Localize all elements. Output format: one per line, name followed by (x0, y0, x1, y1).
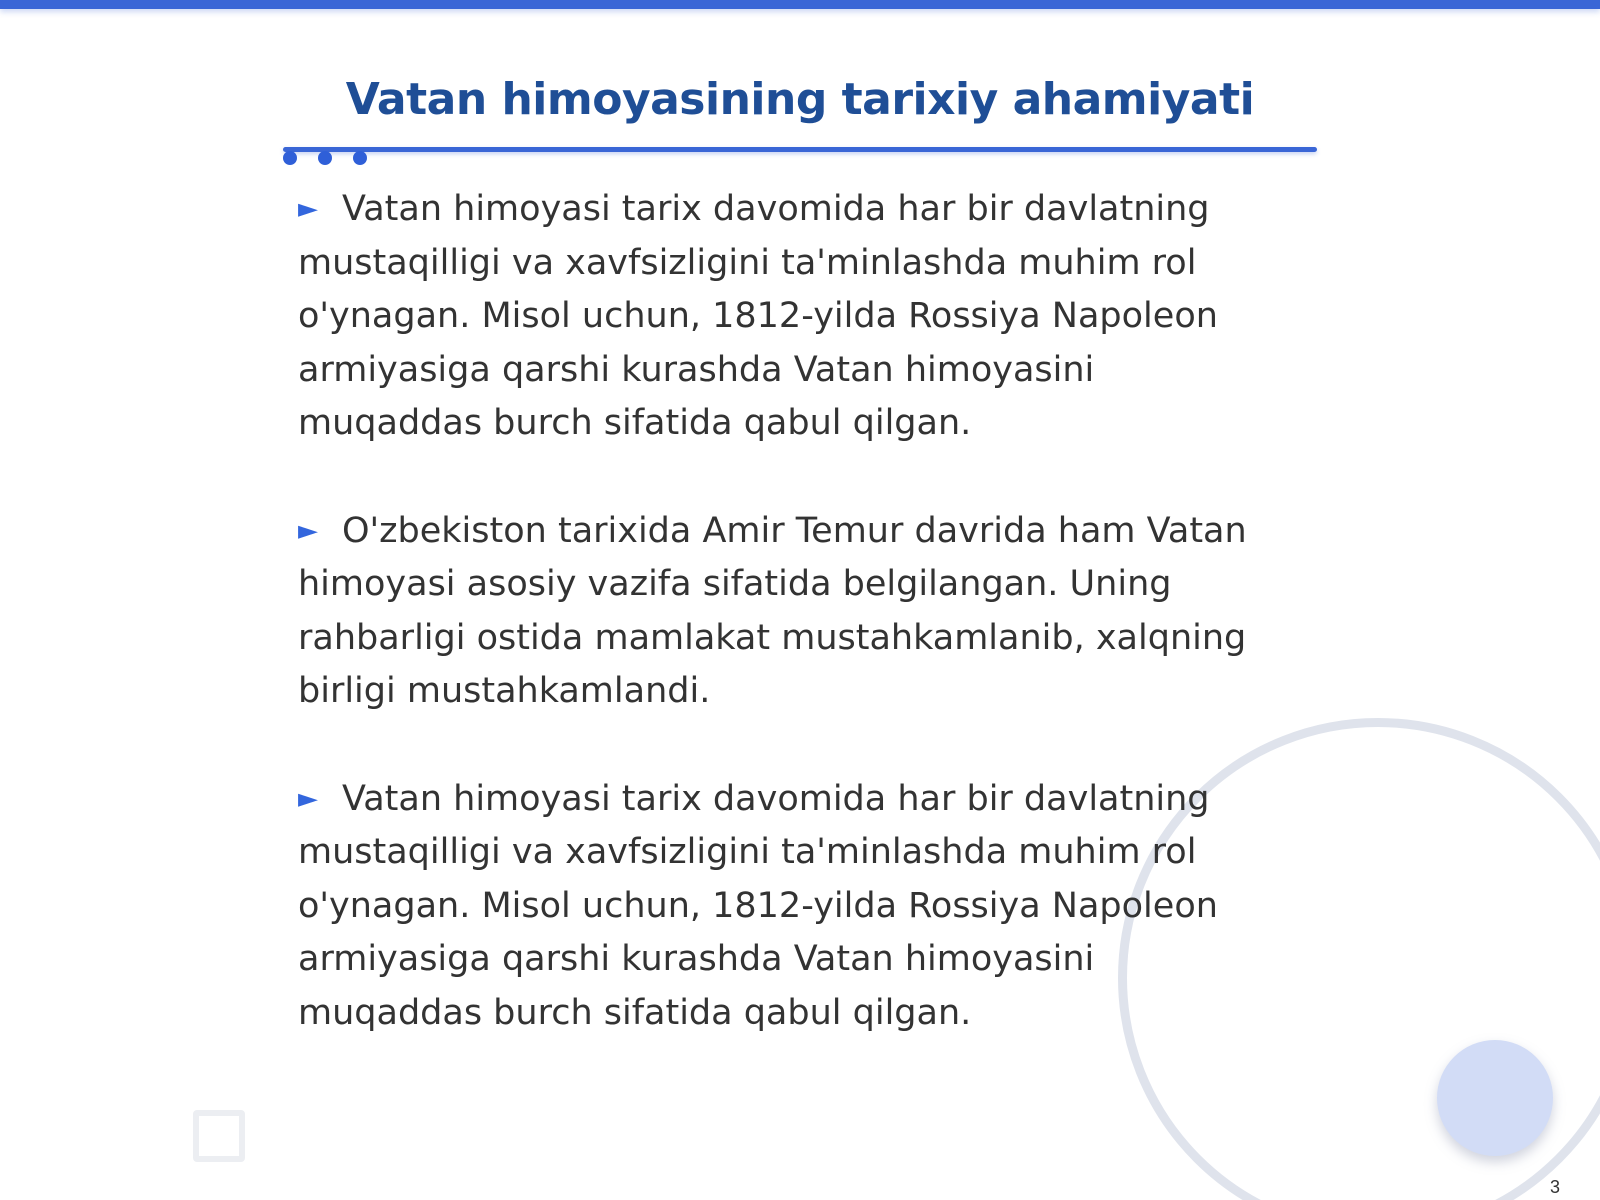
bullet-arrow-icon: ► (298, 783, 318, 814)
bullet-text: O'zbekiston tarixida Amir Temur davrida ham Vatan himoyasi asosiy vazifa sifatida belgilangan. Uning rahbarligi ostida mamlakat mustahkamlanib, xalqning birligi mustahkamlandi. (298, 510, 1247, 711)
bullet-item (298, 183, 1288, 451)
decorative-dot-3 (353, 151, 367, 165)
bullet-item (298, 773, 1288, 1041)
slide-title: Vatan himoyasining tarixiy ahamiyati (345, 74, 1255, 125)
bullet-text: Vatan himoyasi tarix davomida har bir davlatning mustaqilligi va xavfsizligini ta'minlashda muhim rol o'ynagan. Misol uchun, 1812-yilda Rossiya Napoleon armiyasiga qarshi kurashda Vatan himoyasini muqaddas burch sifatida qabul qilgan. (298, 778, 1218, 1033)
bullet-arrow-icon: ► (298, 194, 318, 224)
page-number: 3 (1550, 1177, 1561, 1197)
bullet-arrow-icon: ► (298, 515, 318, 546)
decorative-dot-1 (283, 151, 297, 165)
decorative-square (193, 1110, 245, 1162)
title-underline (283, 147, 1317, 152)
top-accent-bar (0, 0, 1600, 9)
bullet-text: Vatan himoyasi tarix davomida har bir davlatning mustaqilligi va xavfsizligini ta'minlashda muhim rol o'ynagan. Misol uchun, 1812-yilda Rossiya Napoleon armiyasiga qarshi kurashda Vatan himoyasini muqaddas burch sifatida qabul qilgan. (298, 189, 1218, 443)
decorative-ball (1437, 1040, 1553, 1156)
decorative-dot-2 (318, 151, 332, 165)
bullet-item (298, 505, 1288, 719)
bullet-list (298, 183, 1288, 1094)
